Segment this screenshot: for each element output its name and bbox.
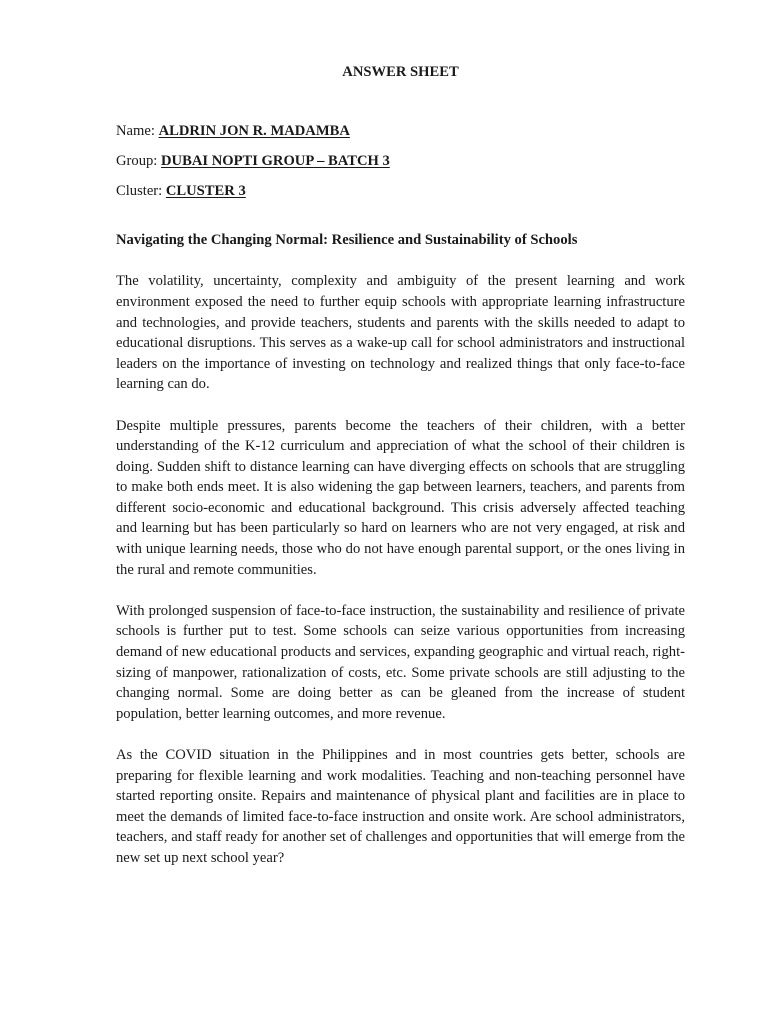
paragraph-1: The volatility, uncertainty, complexity and ambiguity of the present learning and work environment exposed the need to further equip schools with appropriate learning infrastructure and technologies, and provide teachers, students and parents with the skills needed to adapt to educational disruptions. This serves as a wake-up call for school administrators and instructional leaders on the importance of investing on technology and realized things that only face-to-face learning can do. — [116, 273, 685, 393]
cluster-label: Cluster: — [116, 182, 163, 199]
group-field — [116, 151, 685, 172]
group-label: Group: — [116, 152, 158, 169]
name-value: ALDRIN JON R. MADAMBA — [158, 122, 350, 139]
paragraph-3: With prolonged suspension of face-to-face instruction, the sustainability and resilience of private schools is further put to test. Some schools can seize various opportunities from increasing demand of new educational products and services, expanding geographic and virtual reach, right-sizing of manpower, rationalization of costs, etc. Some private schools are still adjusting to the changing normal. Some are doing better as can be gleaned from the increase of student population, better learning outcomes, and more revenue. — [116, 602, 685, 722]
document-title: ANSWER SHEET — [342, 64, 459, 80]
cluster-value: CLUSTER 3 — [165, 182, 246, 199]
essay-heading: Navigating the Changing Normal: Resilience and Sustainability of Schools — [116, 232, 578, 249]
name-label: Name: — [116, 122, 155, 139]
name-field — [116, 121, 685, 142]
paragraph-2: Despite multiple pressures, parents become the teachers of their children, with a better understanding of the K-12 curriculum and appreciation of what the school of their children is doing. Sudden shift to distance learning can have diverging effects on schools that are struggling to make both ends meet. It is also widening the gap between learners, teachers, and parents from different socio-economic and educational background. This crisis adversely affected teaching and learning but has been particularly so hard on learners who are not very engaged, at risk and with unique learning needs, those who do not have enough parental support, or the ones living in the rural and remote communities. — [116, 417, 685, 578]
document-body — [116, 62, 685, 889]
paragraph-4: As the COVID situation in the Philippines and in most countries gets better, schools are preparing for flexible learning and work modalities. Teaching and non-teaching personnel have started reporting onsite. Repairs and maintenance of physical plant and facilities are in place to meet the demands of limited face-to-face instruction and onsite work. Are school administrators, teachers, and staff ready for another set of challenges and opportunities that will emerge from the new set up next school year? — [116, 747, 685, 866]
cluster-field — [116, 181, 685, 202]
group-value: DUBAI NOPTI GROUP – BATCH 3 — [161, 152, 390, 169]
